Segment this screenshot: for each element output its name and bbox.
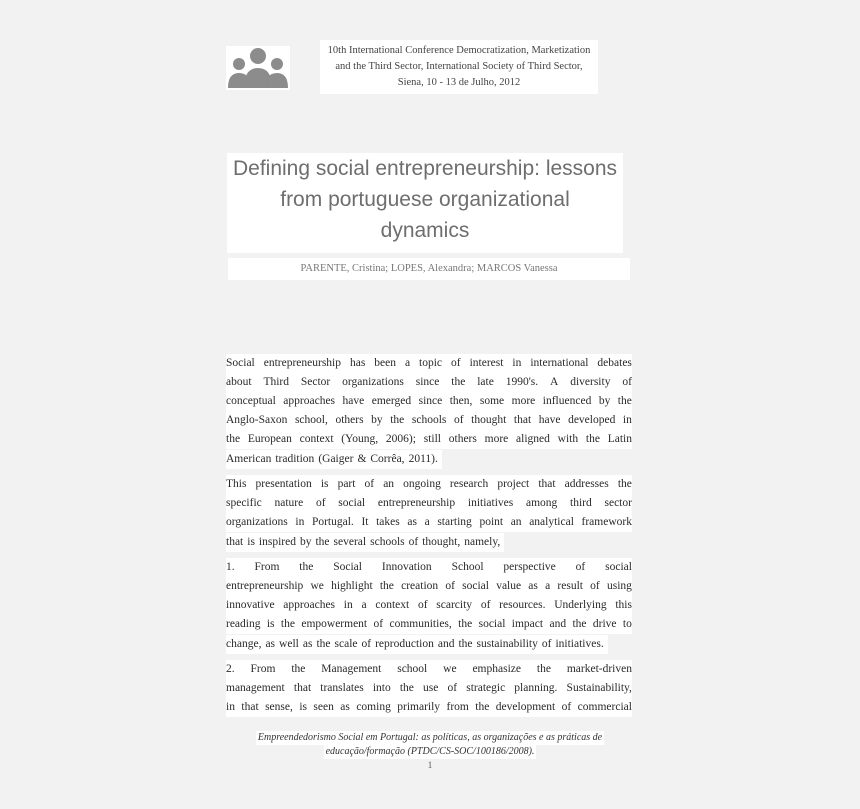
body-line: reading is the empowerment of communities, the social impact and the drive to [226, 615, 632, 634]
body-line: 2. From the Management school we emphasize the market-driven [226, 660, 632, 679]
body-line: organizations in Portugal. It takes as a starting point an analytical framework [226, 513, 632, 532]
body-line: entrepreneurship we highlight the creation of social value as a result of using [226, 577, 632, 596]
people-group-icon [226, 46, 290, 90]
footnote-line-1: Empreendedorismo Social em Portugal: as políticas, as organizações e as práticas de [257, 732, 603, 743]
body-text [226, 354, 632, 723]
conference-line-3: Siena, 10 - 13 de Julho, 2012 [397, 77, 521, 88]
body-line: Social entrepreneurship has been a topic of interest in international debates [226, 354, 632, 373]
body-paragraph [226, 660, 632, 717]
body-paragraph [226, 475, 632, 552]
body-line: American tradition (Gaiger & Corrêa, 2011). [226, 450, 442, 469]
body-line: change, as well as the scale of reproduction and the sustainability of initiatives. [226, 635, 608, 654]
body-paragraph [226, 558, 632, 654]
authors: PARENTE, Cristina; LOPES, Alexandra; MARCOS Vanessa [228, 258, 630, 280]
body-line: management that translates into the use of strategic planning. Sustainability, [226, 679, 632, 698]
footnote-line-2: educação/formação (PTDC/CS-SOC/100186/2008). [325, 746, 535, 757]
footnote [240, 731, 620, 759]
page-number: 1 [427, 760, 433, 770]
body-line: about Third Sector organizations since the late 1990's. A diversity of [226, 373, 632, 392]
document-title [227, 153, 623, 253]
body-paragraph [226, 354, 632, 469]
body-line: conceptual approaches have emerged since then, some more influenced by the [226, 392, 632, 411]
title-line-3: dynamics [380, 219, 470, 242]
conference-line-1: 10th International Conference Democratization, Marketization [327, 45, 591, 56]
title-line-1: Defining social entrepreneurship: lessons [232, 157, 618, 180]
body-line: that is inspired by the several schools of thought, namely, [226, 533, 504, 552]
conference-header [320, 40, 598, 94]
body-line: Anglo-Saxon school, others by the schools of thought that have developed in [226, 411, 632, 430]
body-line: This presentation is part of an ongoing research project that addresses the [226, 475, 632, 494]
title-line-2: from portuguese organizational [280, 188, 570, 211]
body-line: 1. From the Social Innovation School perspective of social [226, 558, 632, 577]
conference-logo [226, 46, 290, 90]
body-line: innovative approaches in a context of scarcity of resources. Underlying this [226, 596, 632, 615]
conference-line-2: and the Third Sector, International Society of Third Sector, [335, 61, 583, 72]
body-line: in that sense, is seen as coming primarily from the development of commercial [226, 698, 632, 717]
body-line: the European context (Young, 2006); still others more aligned with the Latin [226, 430, 632, 449]
body-line: specific nature of social entrepreneurship initiatives among third sector [226, 494, 632, 513]
